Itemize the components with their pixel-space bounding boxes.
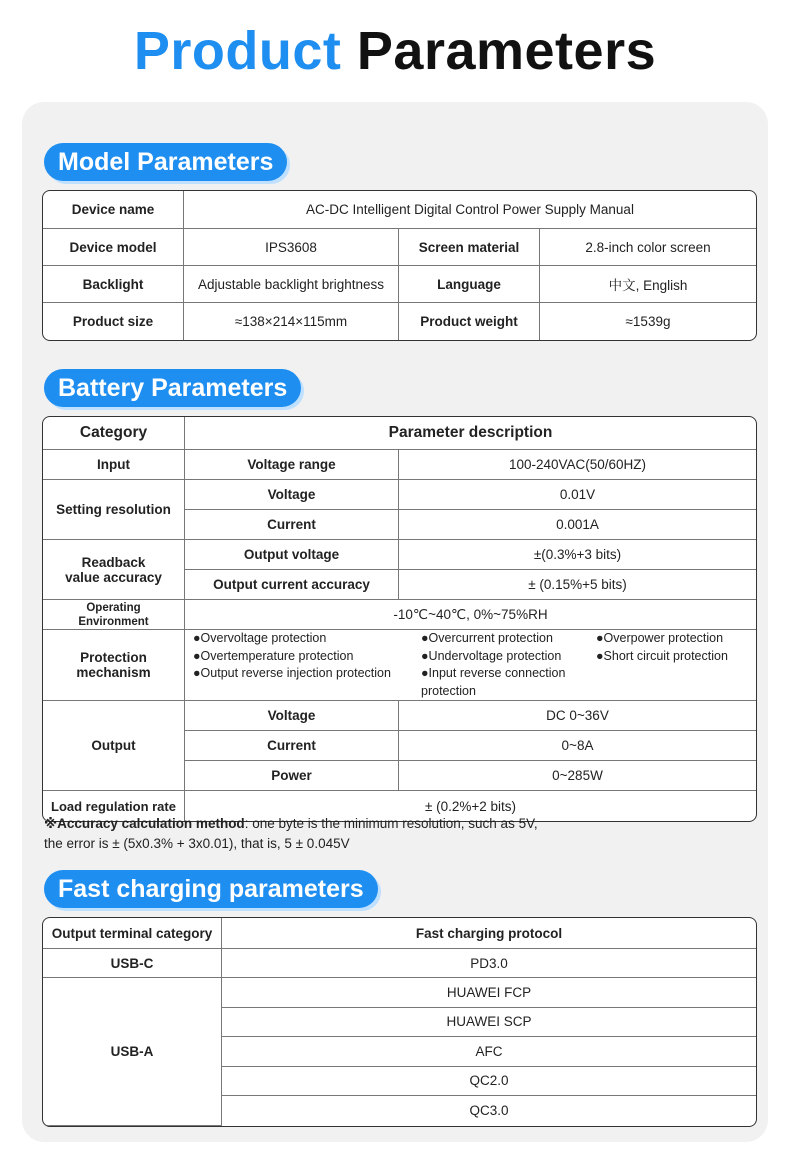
terminal-category-header: Output terminal category: [43, 918, 222, 949]
model-parameters-heading: Model Parameters: [44, 143, 287, 181]
table-row: [43, 191, 756, 229]
protection-item: ●Overpower protection: [596, 631, 724, 645]
backlight-label: Backlight: [43, 266, 184, 303]
input-voltage-range-value: 100-240VAC(50/60HZ): [399, 450, 756, 480]
output-current-label: Current: [185, 731, 399, 761]
readback-accuracy-label: [43, 540, 185, 600]
category-header: Category: [43, 417, 185, 450]
setting-voltage-label: Voltage: [185, 480, 399, 510]
protection-label-line2: mechanism: [76, 665, 151, 680]
usb-a-protocol: QC2.0: [222, 1067, 756, 1097]
input-voltage-range-label: Voltage range: [185, 450, 399, 480]
environment-label-line2: Environment: [78, 615, 149, 628]
protection-item: ●Overtemperature protection: [193, 648, 354, 663]
protection-item: ●Overvoltage protection: [193, 631, 327, 645]
protection-item: ●Short circuit protection: [596, 648, 728, 663]
accuracy-note: [44, 814, 744, 854]
table-row: [43, 417, 756, 450]
usb-c-protocol: PD3.0: [222, 949, 756, 978]
title-main: Parameters: [356, 21, 657, 81]
backlight-value: Adjustable backlight brightness: [184, 266, 399, 303]
output-label: Output: [43, 701, 185, 791]
table-row: [43, 701, 756, 731]
parameter-description-header: Parameter description: [185, 417, 756, 450]
readback-label-line2: value accuracy: [65, 569, 162, 585]
setting-current-label: Current: [185, 510, 399, 540]
readback-voltage-label: Output voltage: [185, 540, 399, 570]
device-model-value: IPS3608: [184, 229, 399, 266]
load-regulation-label: Load regulation rate: [43, 791, 185, 821]
readback-current-value: ± (0.15%+5 bits): [399, 570, 756, 600]
table-row: [43, 303, 756, 340]
usb-a-protocol: AFC: [222, 1037, 756, 1067]
table-row: [43, 630, 756, 701]
device-model-label: Device model: [43, 229, 184, 266]
fast-charging-heading: Fast charging parameters: [44, 870, 378, 908]
product-size-label: Product size: [43, 303, 184, 340]
input-label: Input: [43, 450, 185, 480]
language-value: 中文, English: [540, 266, 756, 303]
table-row: [43, 540, 756, 570]
accuracy-note-title: ※Accuracy calculation method: [44, 816, 245, 831]
setting-resolution-label: Setting resolution: [43, 480, 185, 540]
product-size-value: ≈138×214×115mm: [184, 303, 399, 340]
operating-environment-label: [43, 600, 185, 630]
setting-current-value: 0.001A: [399, 510, 756, 540]
product-weight-label: Product weight: [399, 303, 540, 340]
protection-item: ●Input reverse connection protection: [421, 666, 566, 698]
setting-voltage-value: 0.01V: [399, 480, 756, 510]
usb-a-protocol: QC3.0: [469, 1103, 509, 1119]
load-regulation-value: ± (0.2%+2 bits): [424, 798, 517, 814]
output-power-value: 0~285W: [399, 761, 756, 791]
readback-current-label: Output current accuracy: [185, 570, 399, 600]
device-name-label: Device name: [43, 191, 184, 229]
table-row: [43, 450, 756, 480]
operating-environment-value: -10℃~40℃, 0%~75%RH: [185, 600, 756, 630]
fast-charging-protocol-header: Fast charging protocol: [222, 918, 756, 949]
protection-item: ●Overcurrent protection: [421, 631, 553, 645]
table-row: [43, 600, 756, 630]
environment-label-line1: Operating: [86, 601, 141, 614]
table-row: [43, 266, 756, 303]
fast-charging-table: [42, 917, 757, 1127]
output-power-label: Power: [185, 761, 399, 791]
device-name-value: AC-DC Intelligent Digital Control Power Supply Manual: [184, 191, 756, 229]
usb-a-label: USB-A: [43, 978, 222, 1126]
battery-parameters-table: [42, 416, 757, 822]
output-voltage-label: Voltage: [185, 701, 399, 731]
output-voltage-value: DC 0~36V: [399, 701, 756, 731]
usb-a-protocol: HUAWEI FCP: [222, 978, 756, 1008]
protection-item: ●Undervoltage protection: [421, 648, 562, 663]
accuracy-note-line1: : one byte is the minimum resolution, such as 5V,: [244, 816, 538, 831]
readback-label-line1: Readback: [81, 554, 146, 570]
screen-material-label: Screen material: [399, 229, 540, 266]
table-row: [43, 918, 756, 949]
usb-c-label: USB-C: [43, 949, 222, 978]
protection-label-line1: Protection: [80, 650, 147, 665]
screen-material-value: 2.8-inch color screen: [540, 229, 756, 266]
table-row: [43, 949, 756, 978]
page-title: [0, 20, 790, 82]
model-parameters-table: [42, 190, 757, 341]
table-row: [43, 480, 756, 510]
accuracy-note-line2: the error is ± (5x0.3% + 3x0.01), that is, 5 ± 0.045V: [44, 836, 350, 851]
output-current-value: 0~8A: [399, 731, 756, 761]
battery-parameters-heading: Battery Parameters: [44, 369, 301, 407]
table-row: [43, 978, 756, 1008]
protection-mechanism-label: [43, 630, 185, 701]
language-label: Language: [399, 266, 540, 303]
usb-a-protocol: HUAWEI SCP: [222, 1008, 756, 1038]
protection-item: ●Output reverse injection protection: [193, 666, 391, 680]
protection-mechanism-list: [185, 630, 756, 701]
readback-voltage-value: ±(0.3%+3 bits): [399, 540, 756, 570]
title-accent: Product: [133, 21, 342, 81]
table-row: [43, 229, 756, 266]
product-weight-value: ≈1539g: [625, 314, 671, 329]
